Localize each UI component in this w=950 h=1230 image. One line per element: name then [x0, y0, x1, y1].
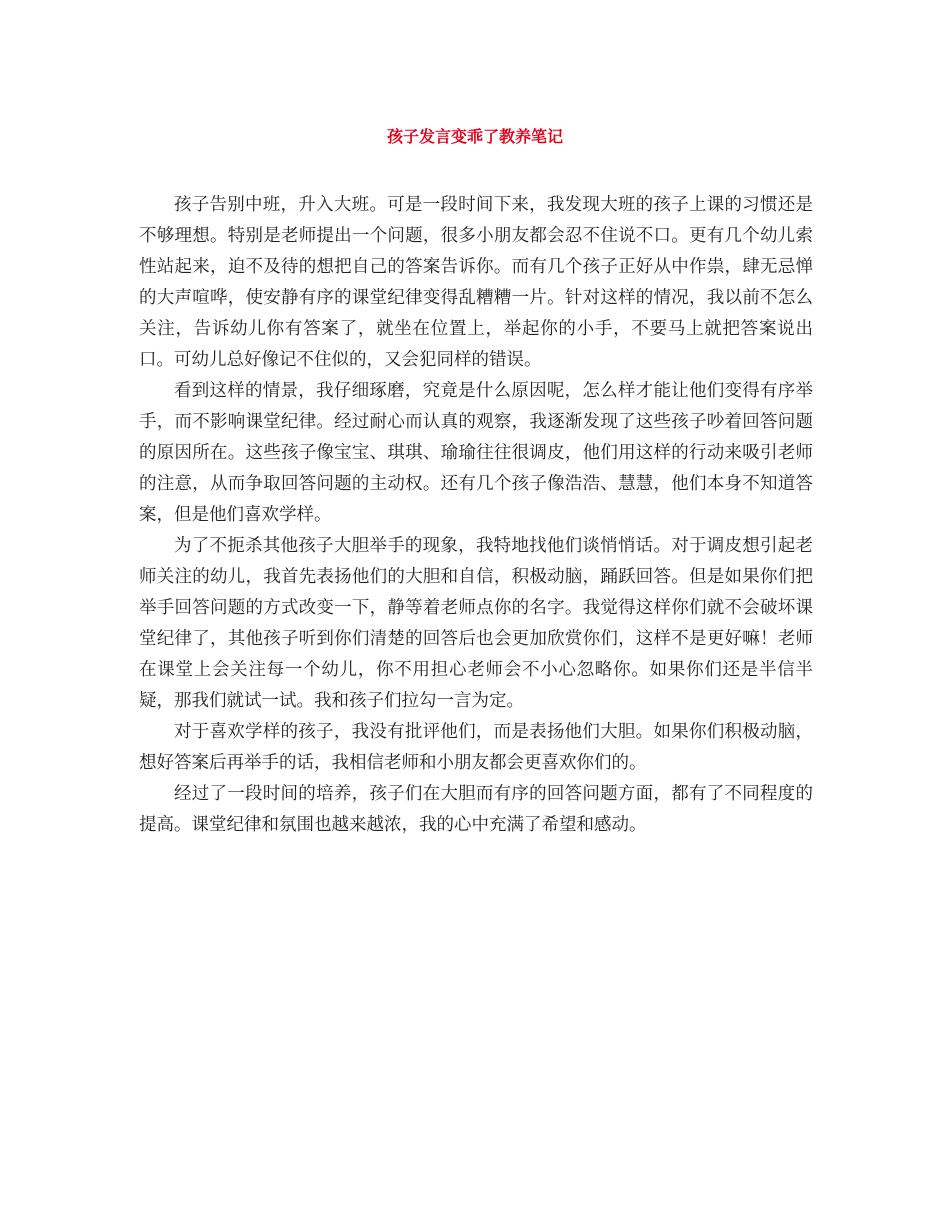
- document-title: 孩子发言变乖了教养笔记: [386, 127, 563, 146]
- document-body: [139, 190, 813, 841]
- paragraph-5: 经过了一段时间的培养，孩子们在大胆而有序的回答问题方面，都有了不同程度的提高。课堂纪律和氛围也越来越浓，我的心中充满了希望和感动。: [139, 784, 813, 835]
- paragraph-4: 对于喜欢学样的孩子，我没有批评他们，而是表扬他们大胆。如果你们积极动脑，想好答案后再举手的话，我相信老师和小朋友都会更喜欢你们的。: [139, 722, 813, 773]
- paragraph-1: 孩子告别中班，升入大班。可是一段时间下来，我发现大班的孩子上课的习惯还是不够理想。特别是老师提出一个问题，很多小朋友都会忍不住说不口。更有几个幼儿索性站起来，迫不及待的想把自己的答案告诉你。而有几个孩子正好从中作祟，肆无忌惮的大声喧哗，使安静有序的课堂纪律变得乱糟糟一片。针对这样的情况，我以前不怎么关注，告诉幼儿你有答案了，就坐在位置上，举起你的小手，不要马上就把答案说出口。可幼儿总好像记不住似的，又会犯同样的错误。: [139, 195, 813, 370]
- paragraph-3: 为了不扼杀其他孩子大胆举手的现象，我特地找他们谈悄悄话。对于调皮想引起老师关注的幼儿，我首先表扬他们的大胆和自信，积极动脑，踊跃回答。但是如果你们把举手回答问题的方式改变一下，静等着老师点你的名字。我觉得这样你们就不会破坏课堂纪律了，其他孩子听到你们清楚的回答后也会更加欣赏你们，这样不是更好嘛！老师在课堂上会关注每一个幼儿，你不用担心老师会不小心忽略你。如果你们还是半信半疑，那我们就试一试。我和孩子们拉勾一言为定。: [139, 536, 813, 711]
- paragraph-2: 看到这样的情景，我仔细琢磨，究竟是什么原因呢，怎么样才能让他们变得有序举手，而不影响课堂纪律。经过耐心而认真的观察，我逐渐发现了这些孩子吵着回答问题的原因所在。这些孩子像宝宝、琪琪、瑜瑜往往很调皮，他们用这样的行动来吸引老师的注意，从而争取回答问题的主动权。还有几个孩子像浩浩、慧慧，他们本身不知道答案，但是他们喜欢学样。: [139, 381, 813, 525]
